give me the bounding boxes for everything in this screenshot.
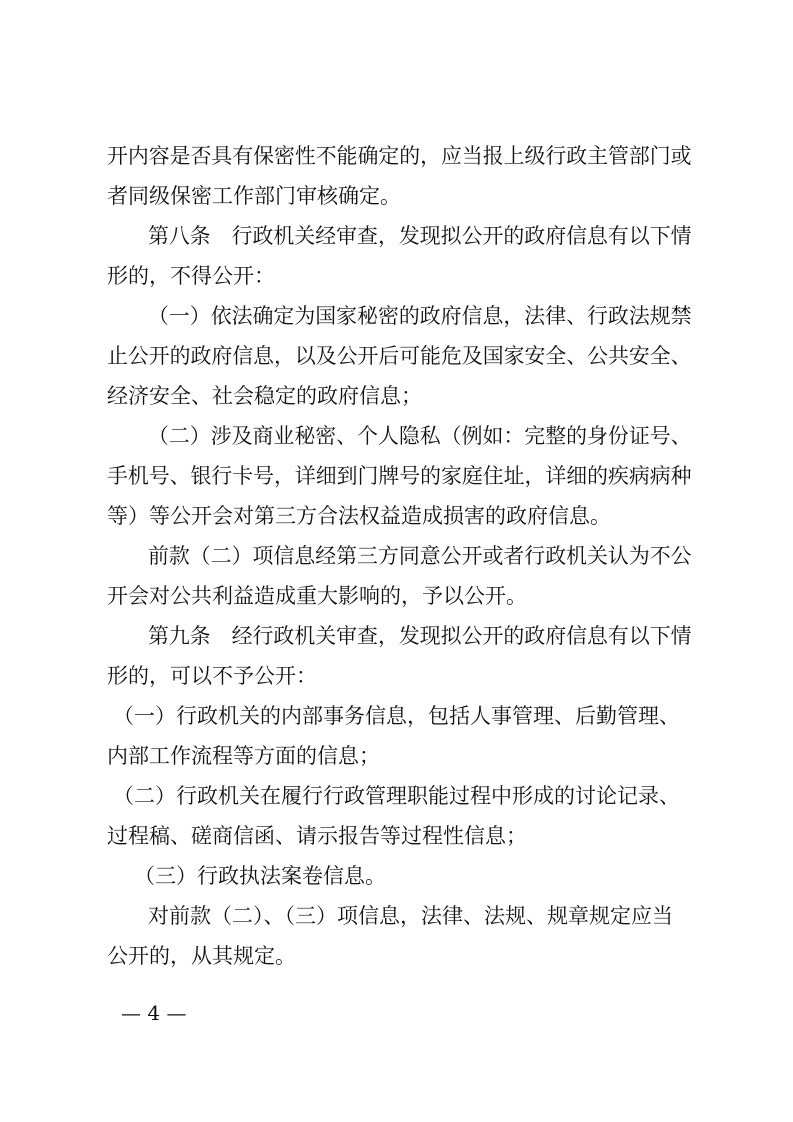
text-line [0,296,793,336]
line-text: 内部工作流程等方面的信息； [107,744,380,768]
line-text: （一）行政机关的内部事务信息，包括人事管理、后勤管理、 [113,704,680,728]
line-text: （二）涉及商业秘密、个人隐私（例如：完整的身份证号、 [148,424,692,448]
text-line [0,896,793,936]
line-text: 对前款（二）、（三）项信息，法律、法规、规章规定应当 [148,904,673,928]
text-line [0,656,793,696]
text-line [0,216,793,256]
line-text: 形的，可以不予公开： [107,664,317,688]
line-text: 开会对公共利益造成重大影响的，予以公开。 [107,584,527,608]
line-text: 手机号、银行卡号，详细到门牌号的家庭住址，详细的疾病病种 [107,464,692,488]
line-text: 形的，不得公开： [107,264,275,288]
line-text: 止公开的政府信息，以及公开后可能危及国家安全、公共安全、 [107,344,692,368]
line-text: （二）行政机关在履行行政管理职能过程中形成的讨论记录、 [113,784,680,808]
text-line [0,776,793,816]
text-line [0,576,793,616]
line-text: 前款（二）项信息经第三方同意公开或者行政机关认为不公 [148,544,692,568]
line-text: 开内容是否具有保密性不能确定的，应当报上级行政主管部门或 [107,144,692,168]
line-text: 者同级保密工作部门审核确定。 [107,184,401,208]
text-line [0,336,793,376]
text-line [0,496,793,536]
text-line [0,736,793,776]
text-line [0,696,793,736]
text-line [0,136,793,176]
text-line [0,856,793,896]
text-line [0,936,793,976]
text-line [0,536,793,576]
text-line [0,376,793,416]
text-line [0,416,793,456]
line-text: 第八条 行政机关经审查，发现拟公开的政府信息有以下情 [148,224,692,248]
text-line [0,176,793,216]
page-number: — 4 — [121,1001,187,1025]
line-text: 第九条 经行政机关审查，发现拟公开的政府信息有以下情 [148,624,692,648]
line-text: 公开的，从其规定。 [107,944,296,968]
line-text: （三）行政执法案卷信息。 [134,864,386,888]
text-line [0,456,793,496]
line-text: 经济安全、社会稳定的政府信息； [107,384,422,408]
line-text: 过程稿、磋商信函、请示报告等过程性信息； [107,824,527,848]
text-line [0,816,793,856]
text-line [0,256,793,296]
line-text: 等）等公开会对第三方合法权益造成损害的政府信息。 [107,504,611,528]
line-text: （一）依法确定为国家秘密的政府信息，法律、行政法规禁 [148,304,692,328]
text-line [0,616,793,656]
